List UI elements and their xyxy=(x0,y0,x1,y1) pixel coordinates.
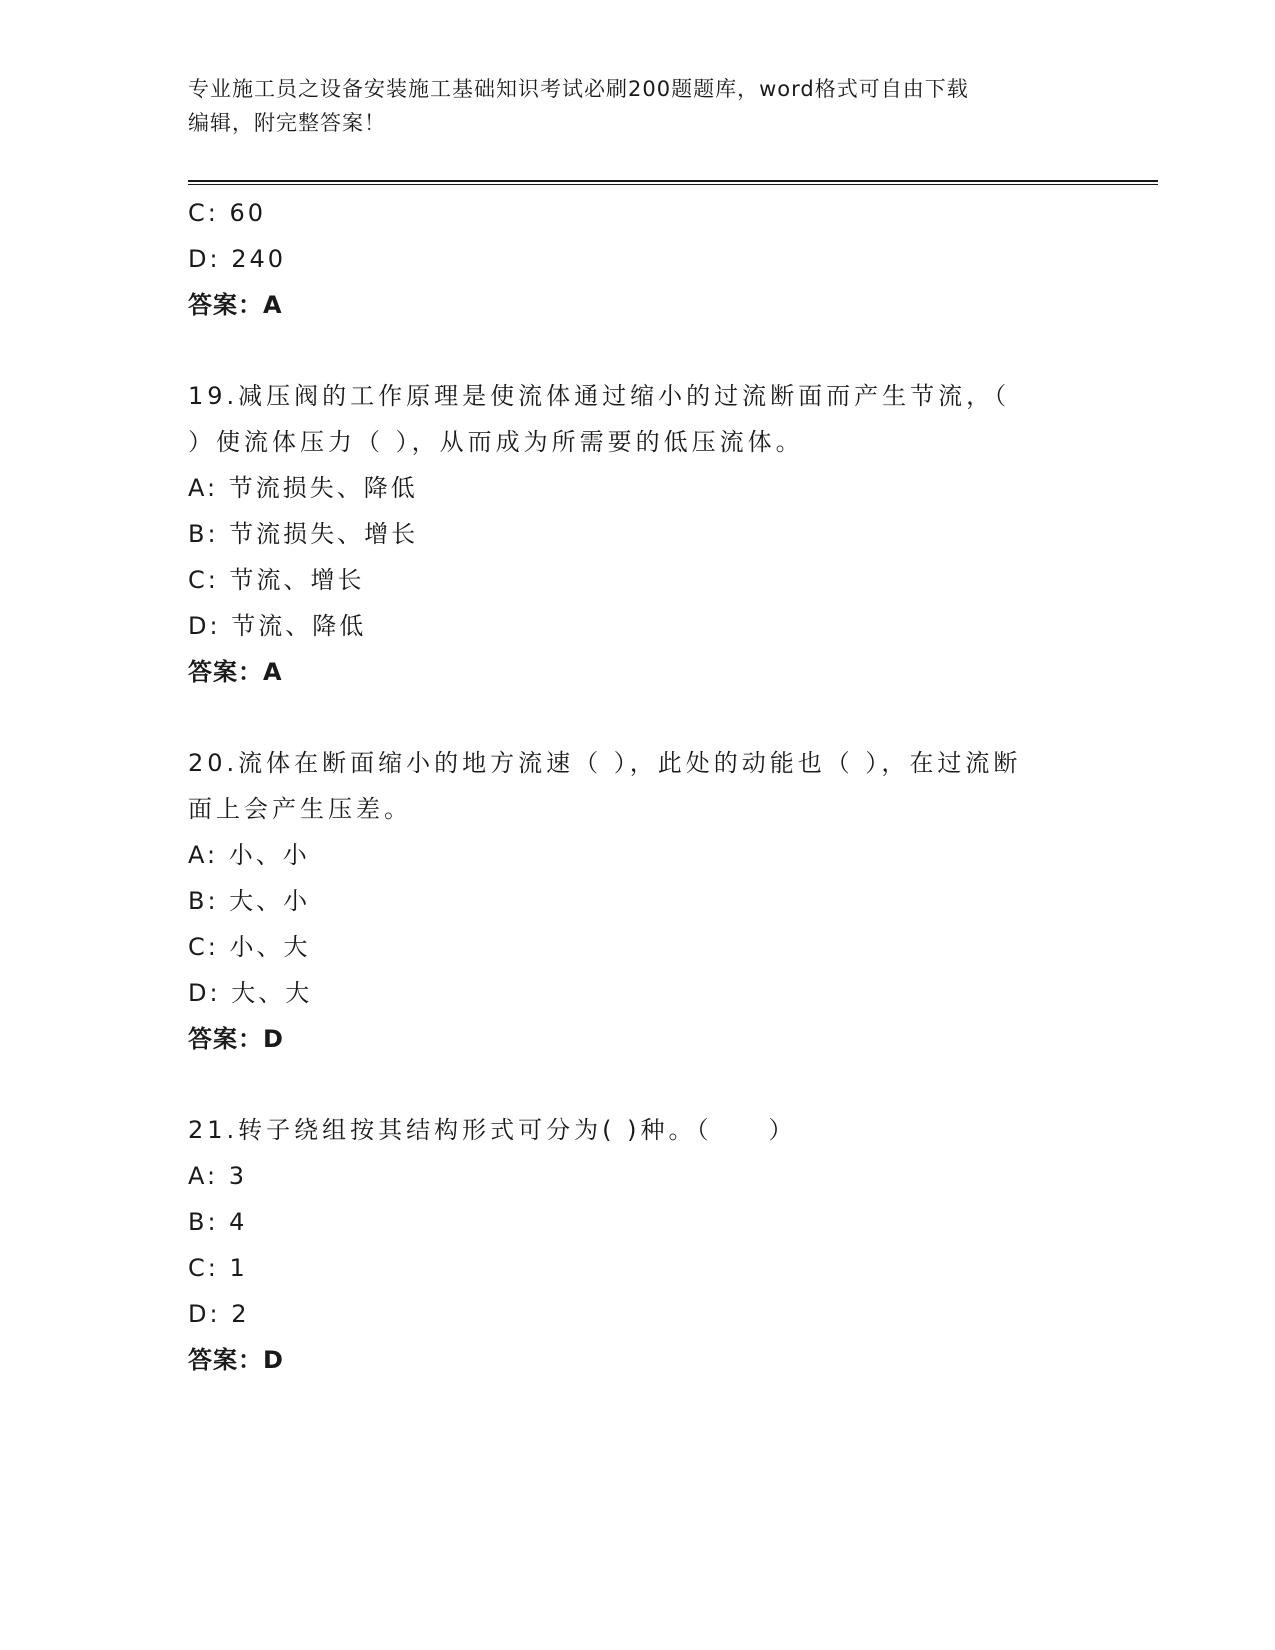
option-b: B: 节流损失、增长 xyxy=(188,520,419,548)
option-b: B: 4 xyxy=(188,1208,248,1236)
question-21 xyxy=(188,1107,1088,1383)
option-a: A: 节流损失、降低 xyxy=(188,474,418,502)
option-c: C: 1 xyxy=(188,1254,248,1282)
answer-line: 答案：D xyxy=(188,1025,284,1053)
option-d: D: 大、大 xyxy=(188,979,313,1007)
option-a: A: 小、小 xyxy=(188,841,310,869)
document-header xyxy=(188,72,1088,140)
option-d: D: 节流、降低 xyxy=(188,612,367,640)
option-a: A: 3 xyxy=(188,1162,247,1190)
answer-line: 答案：A xyxy=(188,291,283,319)
option-c: C: 60 xyxy=(188,199,267,227)
header-title-line-1: 专业施工员之设备安装施工基础知识考试必刷200题题库，word格式可自由下载 xyxy=(188,77,969,101)
header-title-line-2: 编辑，附完整答案！ xyxy=(188,111,386,135)
option-c: C: 节流、增长 xyxy=(188,566,365,594)
option-d: D: 240 xyxy=(188,245,287,273)
document-body xyxy=(188,190,1088,1383)
option-b: B: 大、小 xyxy=(188,887,311,915)
header-divider xyxy=(188,180,1158,186)
question-stem: 21.转子绕组按其结构形式可分为( )种。（ ） xyxy=(188,1116,797,1144)
question-18-tail xyxy=(188,190,1088,328)
option-c: C: 小、大 xyxy=(188,933,311,961)
question-stem: ）使流体压力（ ），从而成为所需要的低压流体。 xyxy=(188,428,804,456)
question-stem: 面上会产生压差。 xyxy=(188,795,412,823)
answer-line: 答案：A xyxy=(188,658,283,686)
question-20 xyxy=(188,740,1088,1062)
question-stem: 20.流体在断面缩小的地方流速（ ），此处的动能也（ ），在过流断 xyxy=(188,749,1022,777)
answer-line: 答案：D xyxy=(188,1346,284,1374)
option-d: D: 2 xyxy=(188,1300,250,1328)
question-stem: 19.减压阀的工作原理是使流体通过缩小的过流断面而产生节流，（ xyxy=(188,382,1011,410)
question-19 xyxy=(188,373,1088,695)
